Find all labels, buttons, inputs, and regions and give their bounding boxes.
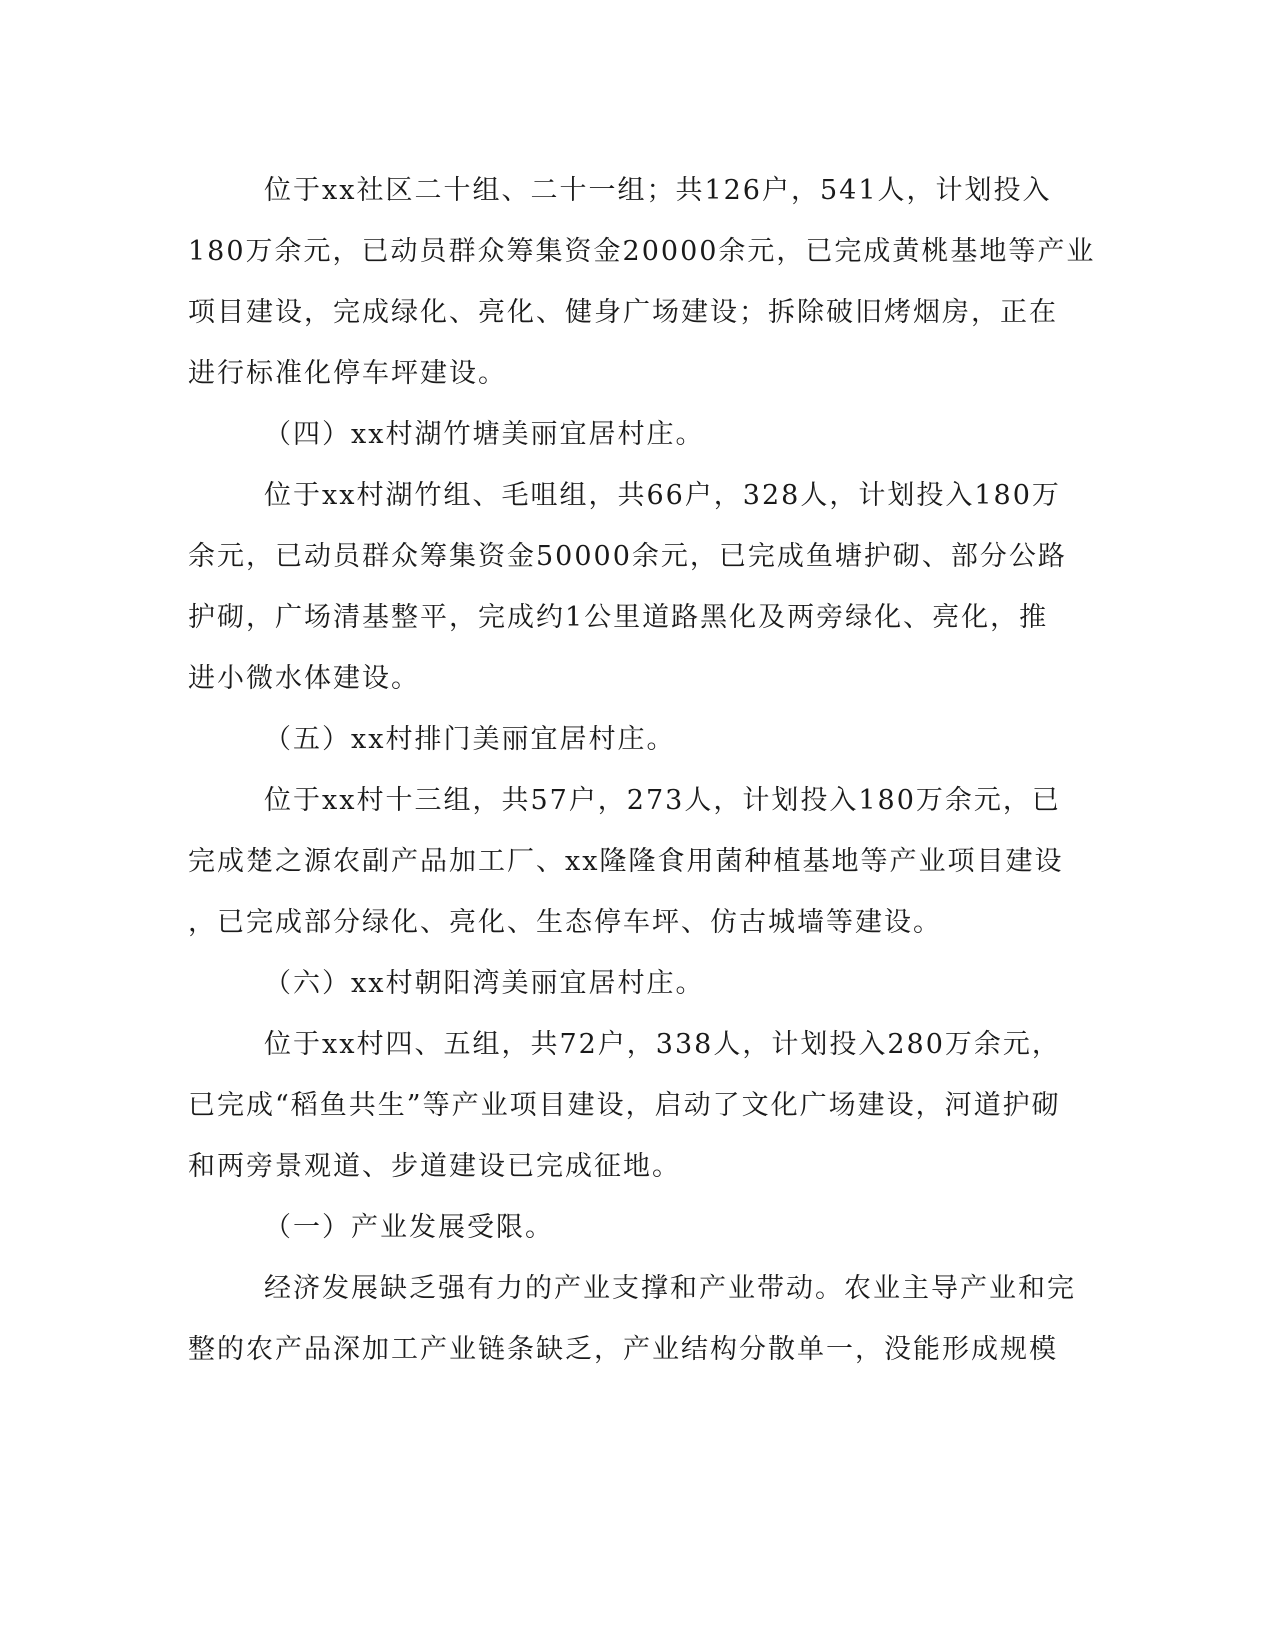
text-line: （六）xx村朝阳湾美丽宜居村庄。 (264, 968, 705, 999)
text-line: （一）产业发展受限。 (264, 1212, 554, 1243)
text-line: 护砌，广场清基整平，完成约1公里道路黑化及两旁绿化、亮化，推 (188, 602, 1049, 633)
text-line: 已完成“稻鱼共生”等产业项目建设，启动了文化广场建设，河道护砌 (188, 1090, 1061, 1121)
text-line: 经济发展缺乏强有力的产业支撑和产业带动。农业主导产业和完 (264, 1273, 1076, 1304)
text-line: 进小微水体建设。 (188, 663, 420, 694)
text-line: 位于xx村湖竹组、毛咀组，共66户，328人，计划投入180万 (264, 480, 1061, 511)
text-line: 余元，已动员群众筹集资金50000余元，已完成鱼塘护砌、部分公路 (188, 541, 1067, 572)
text-line: （五）xx村排门美丽宜居村庄。 (264, 724, 676, 755)
text-line: 完成楚之源农副产品加工厂、xx隆隆食用菌种植基地等产业项目建设 (188, 846, 1064, 877)
text-line: 整的农产品深加工产业链条缺乏，产业结构分散单一，没能形成规模 (188, 1334, 1058, 1365)
text-line: 位于xx社区二十组、二十一组；共126户，541人，计划投入 (264, 175, 1052, 206)
text-line: ，已完成部分绿化、亮化、生态停车坪、仿古城墙等建设。 (188, 907, 942, 938)
text-line: 项目建设，完成绿化、亮化、健身广场建设；拆除破旧烤烟房，正在 (188, 297, 1058, 328)
text-line: 180万余元，已动员群众筹集资金20000余元，已完成黄桃基地等产业 (188, 236, 1096, 267)
document-body (188, 160, 1096, 1380)
text-line: 进行标准化停车坪建设。 (188, 358, 507, 389)
text-line: （四）xx村湖竹塘美丽宜居村庄。 (264, 419, 705, 450)
text-line: 位于xx村十三组，共57户，273人，计划投入180万余元，已 (264, 785, 1061, 816)
text-line: 位于xx村四、五组，共72户，338人，计划投入280万余元， (264, 1029, 1061, 1060)
text-line: 和两旁景观道、步道建设已完成征地。 (188, 1151, 681, 1182)
